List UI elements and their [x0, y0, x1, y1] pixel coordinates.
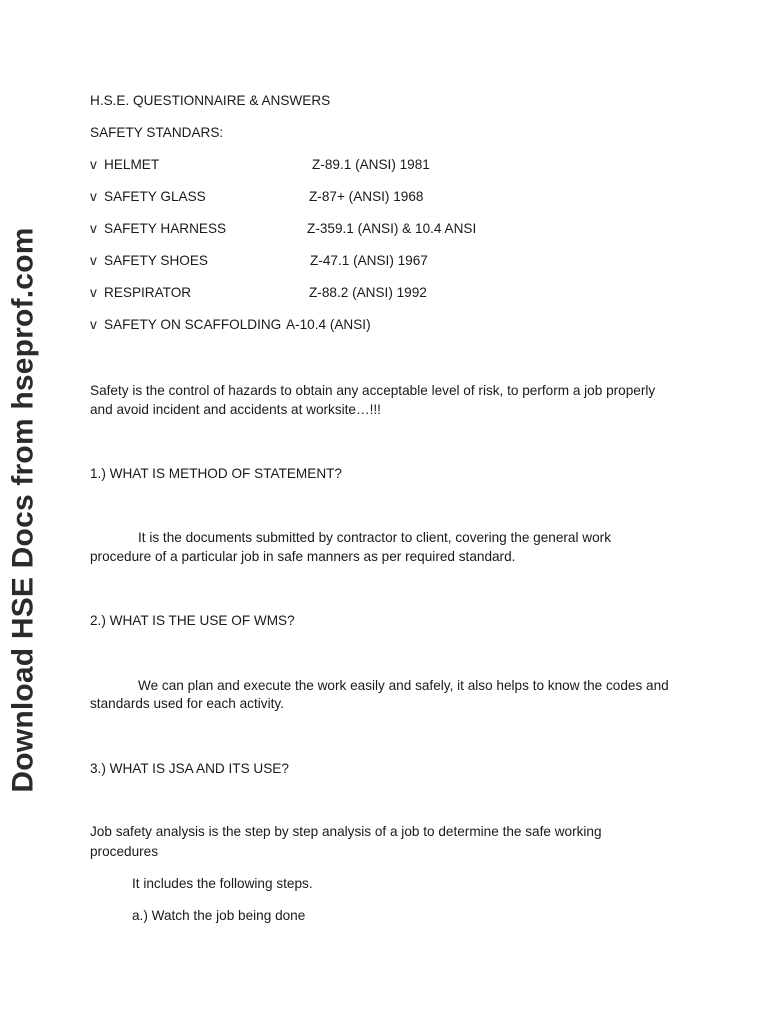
standard-name: HELMET: [104, 157, 160, 172]
answer-3-step-a: a.) Watch the job being done: [132, 908, 306, 923]
safety-definition-line-2: and avoid incident and accidents at worksite…!!!: [90, 402, 381, 417]
answer-2-line-2: standards used for each activity.: [90, 696, 284, 711]
standard-name: SAFETY SHOES: [104, 253, 208, 268]
document-title: H.S.E. QUESTIONNAIRE & ANSWERS: [90, 93, 331, 108]
standard-name: SAFETY GLASS: [104, 189, 206, 204]
standard-name: SAFETY HARNESS: [104, 221, 227, 236]
answer-1-line-2: procedure of a particular job in safe manners as per required standard.: [90, 549, 516, 564]
standard-name: RESPIRATOR: [104, 285, 192, 300]
watermark-text: Download HSE Docs from hseprof.com: [7, 227, 41, 793]
bullet-glyph: v: [90, 253, 97, 268]
bullet-glyph: v: [90, 157, 97, 172]
question-3: 3.) WHAT IS JSA AND ITS USE?: [90, 761, 289, 776]
answer-3-line-1: Job safety analysis is the step by step analysis of a job to determine the safe working: [90, 824, 602, 839]
answer-1-line-1: It is the documents submitted by contractor to client, covering the general work: [138, 530, 611, 545]
standard-code: Z-88.2 (ANSI) 1992: [309, 285, 427, 300]
bullet-glyph: v: [90, 189, 97, 204]
standard-code: Z-87+ (ANSI) 1968: [309, 189, 424, 204]
answer-3-intro: It includes the following steps.: [132, 876, 313, 891]
question-1: 1.) WHAT IS METHOD OF STATEMENT?: [90, 466, 342, 481]
standard-code: Z-47.1 (ANSI) 1967: [310, 253, 428, 268]
bullet-glyph: v: [90, 221, 97, 236]
bullet-glyph: v: [90, 317, 97, 332]
standard-code: A-10.4 (ANSI): [286, 317, 371, 332]
watermark: [6, 210, 42, 810]
answer-3-line-2: procedures: [90, 844, 159, 859]
standards-heading: SAFETY STANDARS:: [90, 125, 224, 140]
answer-2-line-1: We can plan and execute the work easily and safely, it also helps to know the codes and: [138, 678, 669, 693]
question-2: 2.) WHAT IS THE USE OF WMS?: [90, 613, 295, 628]
bullet-glyph: v: [90, 285, 97, 300]
safety-definition-line-1: Safety is the control of hazards to obtain any acceptable level of risk, to perform a job properly: [90, 383, 656, 398]
standard-code: Z-89.1 (ANSI) 1981: [312, 157, 430, 172]
standard-name: SAFETY ON SCAFFOLDING: [104, 317, 282, 332]
standard-code: Z-359.1 (ANSI) & 10.4 ANSI: [307, 221, 477, 236]
